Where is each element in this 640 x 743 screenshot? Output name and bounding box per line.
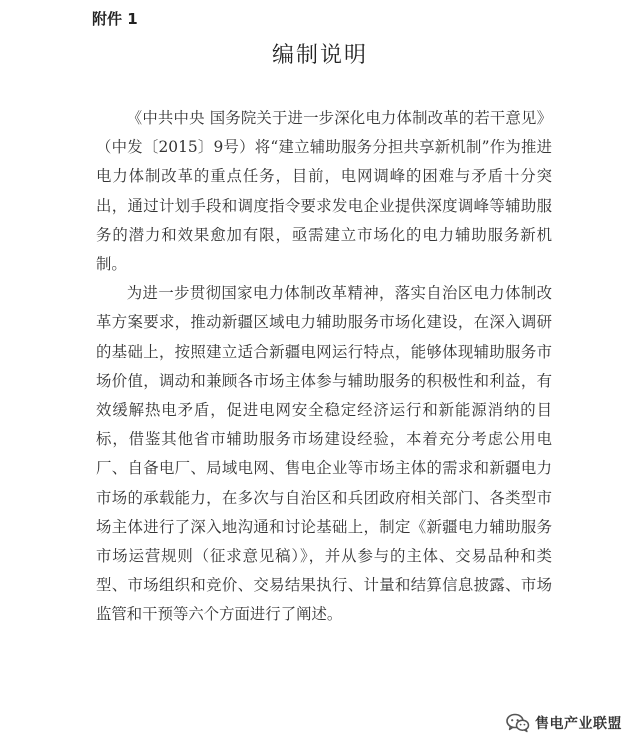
watermark-text: 售电产业联盟 xyxy=(535,716,622,732)
attachment-label: 附件 1 xyxy=(92,10,138,28)
watermark xyxy=(502,711,626,735)
document-body xyxy=(96,104,552,630)
document-title: 编制说明 xyxy=(271,43,368,68)
wechat-icon xyxy=(506,713,530,733)
paragraph-1: 《中共中央 国务院关于进一步深化电力体制改革的若干意见》（中发〔2015〕9号）将“建立辅助服务分担共享新机制”作为推进电力体制改革的重点任务，目前，电网调峰的困难与矛盾十分突出，通过计划手段和调度指令要求发电企业提供深度调峰等辅助服务的潜力和效果愈加有限，亟需建立市场化的电力辅助服务新机制。 xyxy=(96,109,552,274)
paragraph-2: 为进一步贯彻国家电力体制改革精神，落实自治区电力体制改革方案要求，推动新疆区域电力辅助服务市场化建设，在深入调研的基础上，按照建立适合新疆电网运行特点，能够体现辅助服务市场价值，调动和兼顾各市场主体参与辅助服务的积极性和利益，有效缓解热电矛盾，促进电网安全稳定经济运行和新能源消纳的目标，借鉴其他省市辅助服务市场建设经验，本着充分考虑公用电厂、自备电厂、局域电网、售电企业等市场主体的需求和新疆电力市场的承载能力，在多次与自治区和兵团政府相关部门、各类型市场主体进行了深入地沟通和讨论基础上，制定《新疆电力辅助服务市场运营规则（征求意见稿）》，并从参与的主体、交易品种和类型、市场组织和竞价、交易结果执行、计量和结算信息披露、市场监管和干预等六个方面进行了阐述。 xyxy=(96,284,552,624)
